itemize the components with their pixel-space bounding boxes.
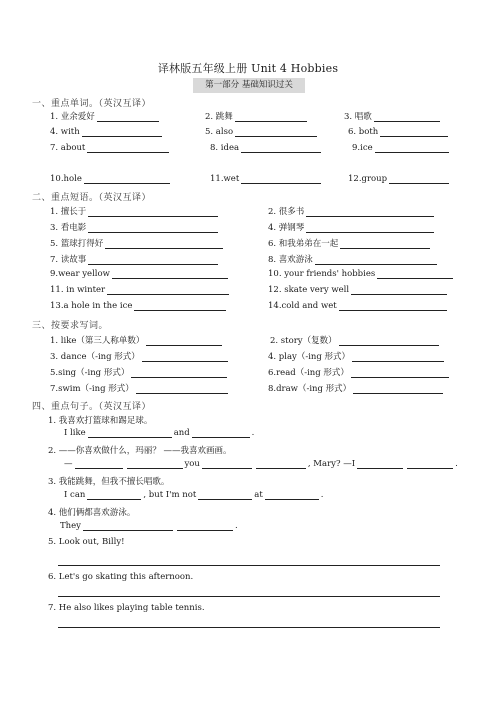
- phrase-prompt: 12. skate very well: [268, 285, 350, 295]
- form-prompt: 4. play（-ing 形式）: [268, 352, 351, 362]
- answer-line[interactable]: [58, 596, 440, 597]
- answer-blank[interactable]: [315, 255, 437, 265]
- answer-blank[interactable]: [235, 112, 307, 122]
- word-prompt: 6. both: [348, 127, 379, 137]
- word-row: [0, 127, 496, 141]
- worksheet-title: 译林版五年级上册 Unit 4 Hobbies: [157, 62, 339, 75]
- answer-blank[interactable]: [380, 127, 448, 137]
- phrase-prompt: 7. 读故事: [50, 255, 87, 265]
- answer-blank[interactable]: [88, 207, 218, 217]
- phrase-prompt: 4. 弹钢琴: [268, 223, 305, 233]
- word-prompt: 2. 跳舞: [205, 112, 233, 122]
- answer-line[interactable]: [58, 565, 440, 566]
- answer-blank[interactable]: [198, 490, 252, 500]
- answer-blank[interactable]: [339, 301, 447, 311]
- answer-blank[interactable]: [97, 112, 159, 122]
- answer-blank[interactable]: [105, 239, 223, 249]
- section-heading-forms: 三、按要求写词。: [32, 321, 109, 331]
- section-heading-sentences: 四、重点句子。（英汉互译）: [32, 402, 152, 412]
- form-row: [0, 350, 496, 364]
- answer-blank[interactable]: [84, 174, 170, 184]
- phrase-prompt: 1. 擅长于: [50, 207, 87, 217]
- form-prompt: 3. dance（-ing 形式）: [50, 352, 140, 362]
- answer-blank[interactable]: [83, 521, 173, 531]
- answer-blank[interactable]: [82, 127, 162, 137]
- phrase-prompt: 9.wear yellow: [50, 269, 110, 279]
- answer-blank[interactable]: [87, 143, 169, 153]
- answer-blank[interactable]: [127, 459, 183, 469]
- answer-blank[interactable]: [241, 174, 321, 184]
- word-prompt: 5. also: [205, 127, 234, 137]
- word-prompt: 3. 唱歌: [344, 112, 372, 122]
- form-prompt: 8.draw（-ing 形式）: [268, 384, 352, 394]
- phrase-prompt: 5. 篮球打得好: [50, 239, 104, 249]
- sentence-prompt: 1. 我喜欢打篮球和踢足球。: [48, 416, 153, 426]
- answer-blank[interactable]: [352, 352, 444, 362]
- phrase-row: [0, 237, 496, 251]
- answer-blank[interactable]: [107, 285, 229, 295]
- phrase-prompt: 3. 看电影: [50, 223, 87, 233]
- answer-blank[interactable]: [407, 459, 453, 469]
- answer-blank[interactable]: [306, 207, 434, 217]
- section-heading-words: 一、重点单词。（英汉互译）: [32, 99, 152, 109]
- answer-blank[interactable]: [146, 336, 222, 346]
- phrase-prompt: 14.cold and wet: [268, 301, 337, 311]
- word-prompt: 9.ice: [352, 143, 373, 153]
- sentence-prompt: 6. Let's go skating this afternoon.: [48, 572, 194, 582]
- answer-blank[interactable]: [377, 269, 453, 279]
- word-row: [0, 174, 496, 188]
- answer-blank[interactable]: [389, 174, 449, 184]
- answer-blank[interactable]: [142, 352, 228, 362]
- form-row: [0, 334, 496, 348]
- answer-blank[interactable]: [351, 368, 449, 378]
- word-prompt: 12.group: [348, 174, 388, 184]
- phrase-row: [0, 269, 496, 283]
- word-prompt: 11.wet: [210, 174, 240, 184]
- phrase-prompt: 6. 和我弟弟在一起: [268, 239, 339, 249]
- form-prompt: 6.read（-ing 形式）: [268, 368, 349, 378]
- answer-blank[interactable]: [192, 428, 250, 438]
- answer-blank[interactable]: [112, 269, 228, 279]
- answer-blank[interactable]: [353, 384, 443, 394]
- part-badge: 第一部分 基础知识过关: [193, 78, 305, 93]
- sentence-fill: I like and .: [64, 428, 255, 438]
- answer-blank[interactable]: [235, 127, 317, 137]
- answer-blank[interactable]: [374, 112, 440, 122]
- answer-blank[interactable]: [241, 143, 321, 153]
- answer-blank[interactable]: [87, 490, 141, 500]
- answer-blank[interactable]: [375, 143, 449, 153]
- word-prompt: 10.hole: [50, 174, 82, 184]
- section-heading-phrases: 二、重点短语。（英汉互译）: [32, 193, 152, 203]
- word-prompt: 4. with: [50, 127, 80, 137]
- answer-blank[interactable]: [265, 490, 319, 500]
- phrase-prompt: 8. 喜欢游泳: [268, 255, 313, 265]
- answer-blank[interactable]: [306, 223, 434, 233]
- answer-blank[interactable]: [88, 428, 172, 438]
- answer-blank[interactable]: [136, 384, 228, 394]
- phrase-row: [0, 221, 496, 235]
- word-row: [0, 143, 496, 157]
- word-prompt: 1. 业余爱好: [50, 112, 95, 122]
- answer-blank[interactable]: [202, 459, 252, 469]
- form-prompt: 7.swim（-ing 形式）: [50, 384, 134, 394]
- answer-blank[interactable]: [177, 521, 233, 531]
- phrase-row: [0, 285, 496, 299]
- answer-blank[interactable]: [339, 336, 439, 346]
- phrase-prompt: 11. in winter: [50, 285, 106, 295]
- sentence-prompt: 4. 他们俩都喜欢游泳。: [48, 508, 136, 518]
- sentence-fill: They .: [60, 521, 238, 531]
- form-row: [0, 366, 496, 380]
- sentence-fill: — you , Mary? —I .: [64, 459, 458, 469]
- phrase-prompt: 10. your friends' hobbies: [268, 269, 376, 279]
- form-prompt: 5.sing（-ing 形式）: [50, 368, 130, 378]
- answer-blank[interactable]: [134, 301, 226, 311]
- form-prompt: 2. story（复数）: [270, 336, 337, 346]
- phrase-row: [0, 253, 496, 267]
- form-row: [0, 382, 496, 396]
- sentence-prompt: 5. Look out, Billy!: [48, 537, 125, 547]
- phrase-row: [0, 301, 496, 315]
- form-prompt: 1. like（第三人称单数）: [50, 336, 145, 346]
- sentence-prompt: 7. He also likes playing table tennis.: [48, 603, 205, 613]
- word-prompt: 7. about: [50, 143, 86, 153]
- answer-blank[interactable]: [88, 255, 218, 265]
- answer-blank[interactable]: [88, 223, 218, 233]
- answer-blank[interactable]: [351, 285, 447, 295]
- word-prompt: 8. idea: [210, 143, 240, 153]
- answer-line[interactable]: [58, 627, 440, 628]
- answer-blank[interactable]: [256, 459, 306, 469]
- sentence-prompt: 2. ——你喜欢做什么，玛丽？ ——我喜欢画画。: [48, 446, 232, 456]
- answer-blank[interactable]: [131, 368, 227, 378]
- phrase-prompt: 13.a hole in the ice: [50, 301, 133, 311]
- sentence-fill: I can , but I'm not at .: [64, 490, 324, 500]
- answer-blank[interactable]: [75, 459, 123, 469]
- answer-blank[interactable]: [340, 239, 430, 249]
- phrase-prompt: 2. 很多书: [268, 207, 305, 217]
- phrase-row: [0, 205, 496, 219]
- sentence-prompt: 3. 我能跳舞，但我不擅长唱歌。: [48, 477, 170, 487]
- word-row: [0, 110, 496, 124]
- answer-blank[interactable]: [357, 459, 403, 469]
